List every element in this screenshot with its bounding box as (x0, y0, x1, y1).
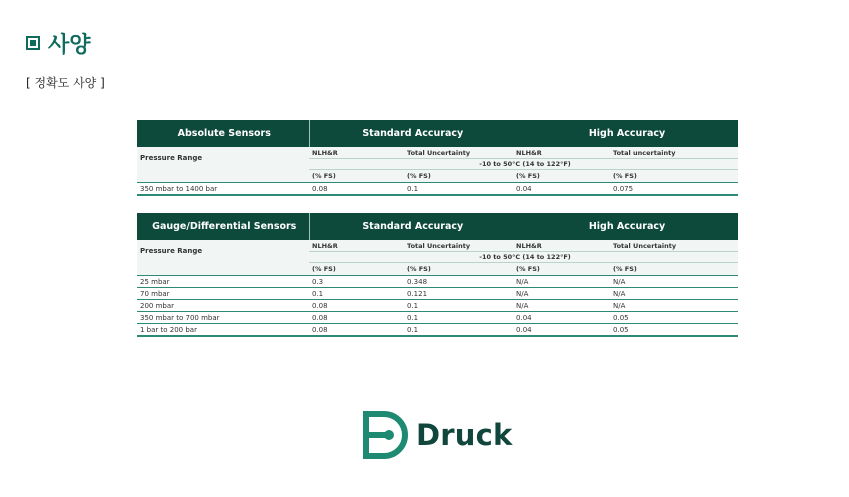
value-cell: 0.04 (513, 183, 610, 196)
sensor-type-header: Absolute Sensors (137, 120, 309, 147)
table-row (137, 324, 738, 337)
sensor-type-header: Gauge/Differential Sensors (137, 213, 309, 240)
value-cell: N/A (513, 288, 610, 300)
value-cell: 0.1 (309, 288, 404, 300)
range-cell: 350 mbar to 700 mbar (137, 312, 309, 324)
druck-logo-text: Druck (416, 418, 513, 452)
unit-label: (% FS) (516, 172, 540, 180)
col-label: Total Uncertainty (407, 148, 471, 157)
value-cell: N/A (513, 276, 610, 288)
col-label: NLH&R (516, 241, 542, 250)
table-row (137, 312, 738, 324)
value-cell: 0.1 (404, 300, 513, 312)
unit-label: (% FS) (613, 265, 637, 273)
value-cell: 0.1 (404, 183, 513, 196)
page-title (26, 28, 91, 58)
value-cell: 0.348 (404, 276, 513, 288)
high-accuracy-header: High Accuracy (513, 120, 738, 147)
value-cell: 0.075 (610, 183, 738, 196)
col-label: Total Uncertainty (613, 241, 677, 250)
col-label: NLH&R (312, 241, 338, 250)
range-cell: 25 mbar (137, 276, 309, 288)
value-cell: 0.08 (309, 312, 404, 324)
page-title-text: 사양 (48, 32, 91, 58)
table-row (137, 183, 738, 196)
value-cell: 0.3 (309, 276, 404, 288)
value-cell: 0.08 (309, 183, 404, 196)
table-row (137, 288, 738, 300)
value-cell: N/A (610, 300, 738, 312)
range-cell: 1 bar to 200 bar (137, 324, 309, 337)
range-cell: 350 mbar to 1400 bar (137, 183, 309, 196)
col-label: Total uncertainty (613, 148, 676, 157)
temperature-range: -10 to 50°C (14 to 122°F) (309, 159, 738, 170)
value-cell: 0.08 (309, 324, 404, 337)
standard-accuracy-header: Standard Accuracy (309, 213, 513, 240)
col-label: NLH&R (312, 148, 338, 157)
range-cell: 70 mbar (137, 288, 309, 300)
absolute-sensors-table (137, 120, 738, 196)
value-cell: N/A (610, 288, 738, 300)
value-cell: N/A (610, 276, 738, 288)
gauge-differential-sensors-table (137, 213, 738, 337)
value-cell: 0.05 (610, 324, 738, 337)
unit-spacer (137, 170, 309, 183)
pressure-range-label: Pressure Range (140, 247, 203, 256)
unit-label: (% FS) (407, 265, 431, 273)
unit-label: (% FS) (407, 172, 431, 180)
druck-logo-icon (362, 410, 410, 460)
value-cell: 0.05 (610, 312, 738, 324)
col-label: NLH&R (516, 148, 542, 157)
unit-spacer (137, 263, 309, 276)
col-label: Total Uncertainty (407, 241, 471, 250)
value-cell: N/A (513, 300, 610, 312)
high-accuracy-header: High Accuracy (513, 213, 738, 240)
square-bullet-icon (26, 36, 40, 50)
pressure-range-label: Pressure Range (140, 154, 203, 163)
table-row (137, 300, 738, 312)
range-cell: 200 mbar (137, 300, 309, 312)
unit-label: (% FS) (613, 172, 637, 180)
section-subtitle: [ 정확도 사양 ] (26, 76, 105, 90)
temperature-range: -10 to 50°C (14 to 122°F) (309, 252, 738, 263)
unit-label: (% FS) (516, 265, 540, 273)
value-cell: 0.121 (404, 288, 513, 300)
value-cell: 0.1 (404, 324, 513, 337)
unit-label: (% FS) (312, 265, 336, 273)
druck-logo (362, 410, 513, 460)
unit-label: (% FS) (312, 172, 336, 180)
standard-accuracy-header: Standard Accuracy (309, 120, 513, 147)
value-cell: 0.04 (513, 324, 610, 337)
value-cell: 0.04 (513, 312, 610, 324)
value-cell: 0.1 (404, 312, 513, 324)
value-cell: 0.08 (309, 300, 404, 312)
table-row (137, 276, 738, 288)
